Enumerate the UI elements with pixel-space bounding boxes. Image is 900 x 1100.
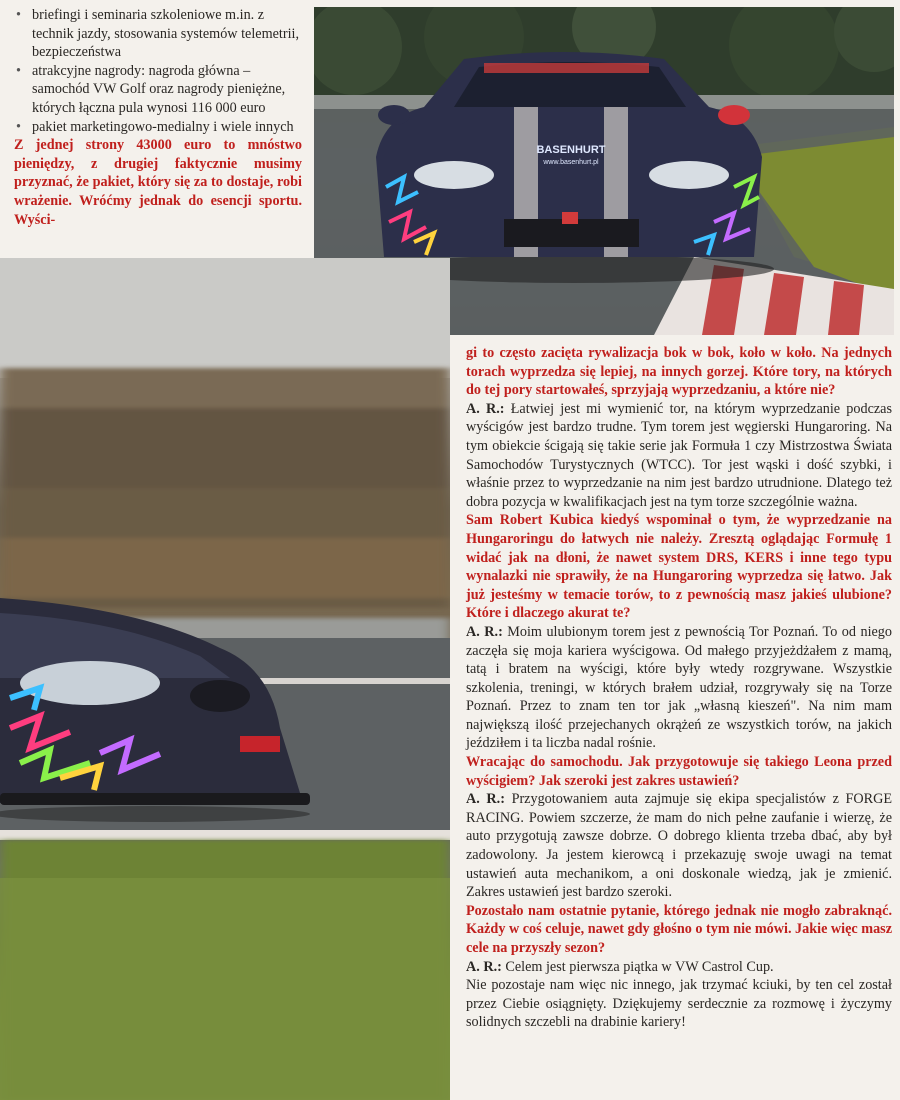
speaker-label: A. R.:: [466, 623, 503, 640]
car-side-illustration: [0, 258, 450, 1100]
top-left-column: [14, 6, 302, 229]
speaker-label: A. R.:: [466, 791, 505, 808]
question-intro-part1: Z jednej strony 43000 euro to mnóstwo pieniędzy, z drugiej faktycznie musimy przyznać, że pakiet, który się za to dostaje, robi wrażenie. Wróćmy jednak do esencji sportu. Wyści-: [14, 137, 302, 228]
list-item: • pakiet marketingowo-medialny i wiele innych: [14, 118, 302, 137]
answer-text: Przygotowaniem auta zajmuje się ekipa specjalistów z FORGE RACING. Powiem szczerze, że mam do nich pełne zaufanie i wierzę, że auto przygotują zawsze dobrze. O dobrego klienta trzeba dbać, aby był zadowolony. Ja jestem kierowcą i przekazuję swoje uwagi na temat ustawień auta mechanikom, a oni doskonale wiedzą, jak je zmienić. Zakres ustawień jest bardzo szeroki.: [466, 791, 893, 901]
answer-3: [466, 790, 892, 902]
answer-text: Moim ulubionym torem jest z pewnością Tor Poznań. To od niego zaczęła się moja kariera wyścigowa. Od małego przyjeżdżałem z mamą, tatą i bratem na wyścigi, które były wtedy rozgrywane. Wszystkie szkolenia, treningi, w których brałem udział, rozgrywały się na Torze Poznań. Przez to znam ten tor jak „własną kieszeń". Na nim mam największą ilość przejechanych okrążeń ze wszystkich torów, na jakich jeździłem i ta liczba nadal rośnie.: [466, 623, 892, 752]
question-2: Sam Robert Kubica kiedyś wspominał o tym, że wyprzedzanie na Hungaroringu do łatwych nie należy. Zresztą oglądając Formułę 1 widać jak na dłoni, że nawet system DRS, KERS i inne tego typu wynalazki nie sprawiły, że na Hungaroring wyprzedza się łatwo. Jak już jesteśmy w temacie torów, to z pewnością masz jakieś ulubione? Które i dlaczego akurat te?: [466, 512, 892, 622]
answer-text: Celem jest pierwsza piątka w VW Castrol Cup.: [505, 958, 774, 975]
question-3: Wracając do samochodu. Jak przygotowuje się takiego Leona przed wyścigiem? Jak szeroki jest zakres ustawień?: [466, 754, 892, 789]
closing-paragraph: Nie pozostaje nam więc nic innego, jak trzymać kciuki, by ten cel został przez Ciebie osiągnięty. Dziękujemy serdecznie za rozmowę i życzymy solidnych szczebli na drabinie kariery!: [466, 977, 892, 1031]
answer-4: [466, 958, 892, 977]
hood-logo: BASENHURT: [536, 144, 606, 156]
answer-1: [466, 400, 892, 512]
photo-car-side: [0, 258, 450, 1100]
question-intro-part2: gi to często zacięta rywalizacja bok w bok, koło w koło. Na jednych torach wyprzedza się lepiej, na innych gorzej. Które tory, na których do tej pory startowałeś, sprzyjają wyprzedzaniu, a które nie?: [466, 345, 892, 399]
prize-list: [14, 6, 302, 136]
list-item: • briefingi i seminaria szkoleniowe m.in. z technik jazdy, stosowania systemów telemetrii, bezpieczeństwa: [14, 6, 302, 62]
answer-text: Łatwiej jest mi wymienić tor, na którym wyprzedzanie podczas wyścigów jest bardzo trudne. Tym torem jest węgierski Hungaroring. Na tym obiekcie ścigają się takie serie jak Formuła 1 czy Mistrzostwa Świata Samochodów Turystycznych (WTCC). Tor jest wąski i dość szybki, i właśnie przez to wyprzedzanie na nim jest bardzo utrudnione. Dlatego też dobra pozycja w kwalifikacjach jest na tym torze szczególnie ważna.: [466, 400, 892, 510]
question-4: Pozostało nam ostatnie pytanie, którego jednak nie mogło zabraknąć. Każdy w coś celuje, nawet gdy głośno o tym nie mówi. Jakie więc masz cele na przyszły sezon?: [466, 902, 892, 956]
list-item: • atrakcyjne nagrody: nagroda główna – samochód VW Golf oraz nagrody pieniężne, których łączna pula wynosi 116 000 euro: [14, 62, 302, 118]
speaker-label: A. R.:: [466, 400, 505, 417]
hood-url: www.basenhurt.pl: [543, 159, 599, 166]
speaker-label: A. R.:: [466, 958, 502, 975]
answer-2: [466, 623, 892, 753]
right-column: [466, 344, 892, 1032]
